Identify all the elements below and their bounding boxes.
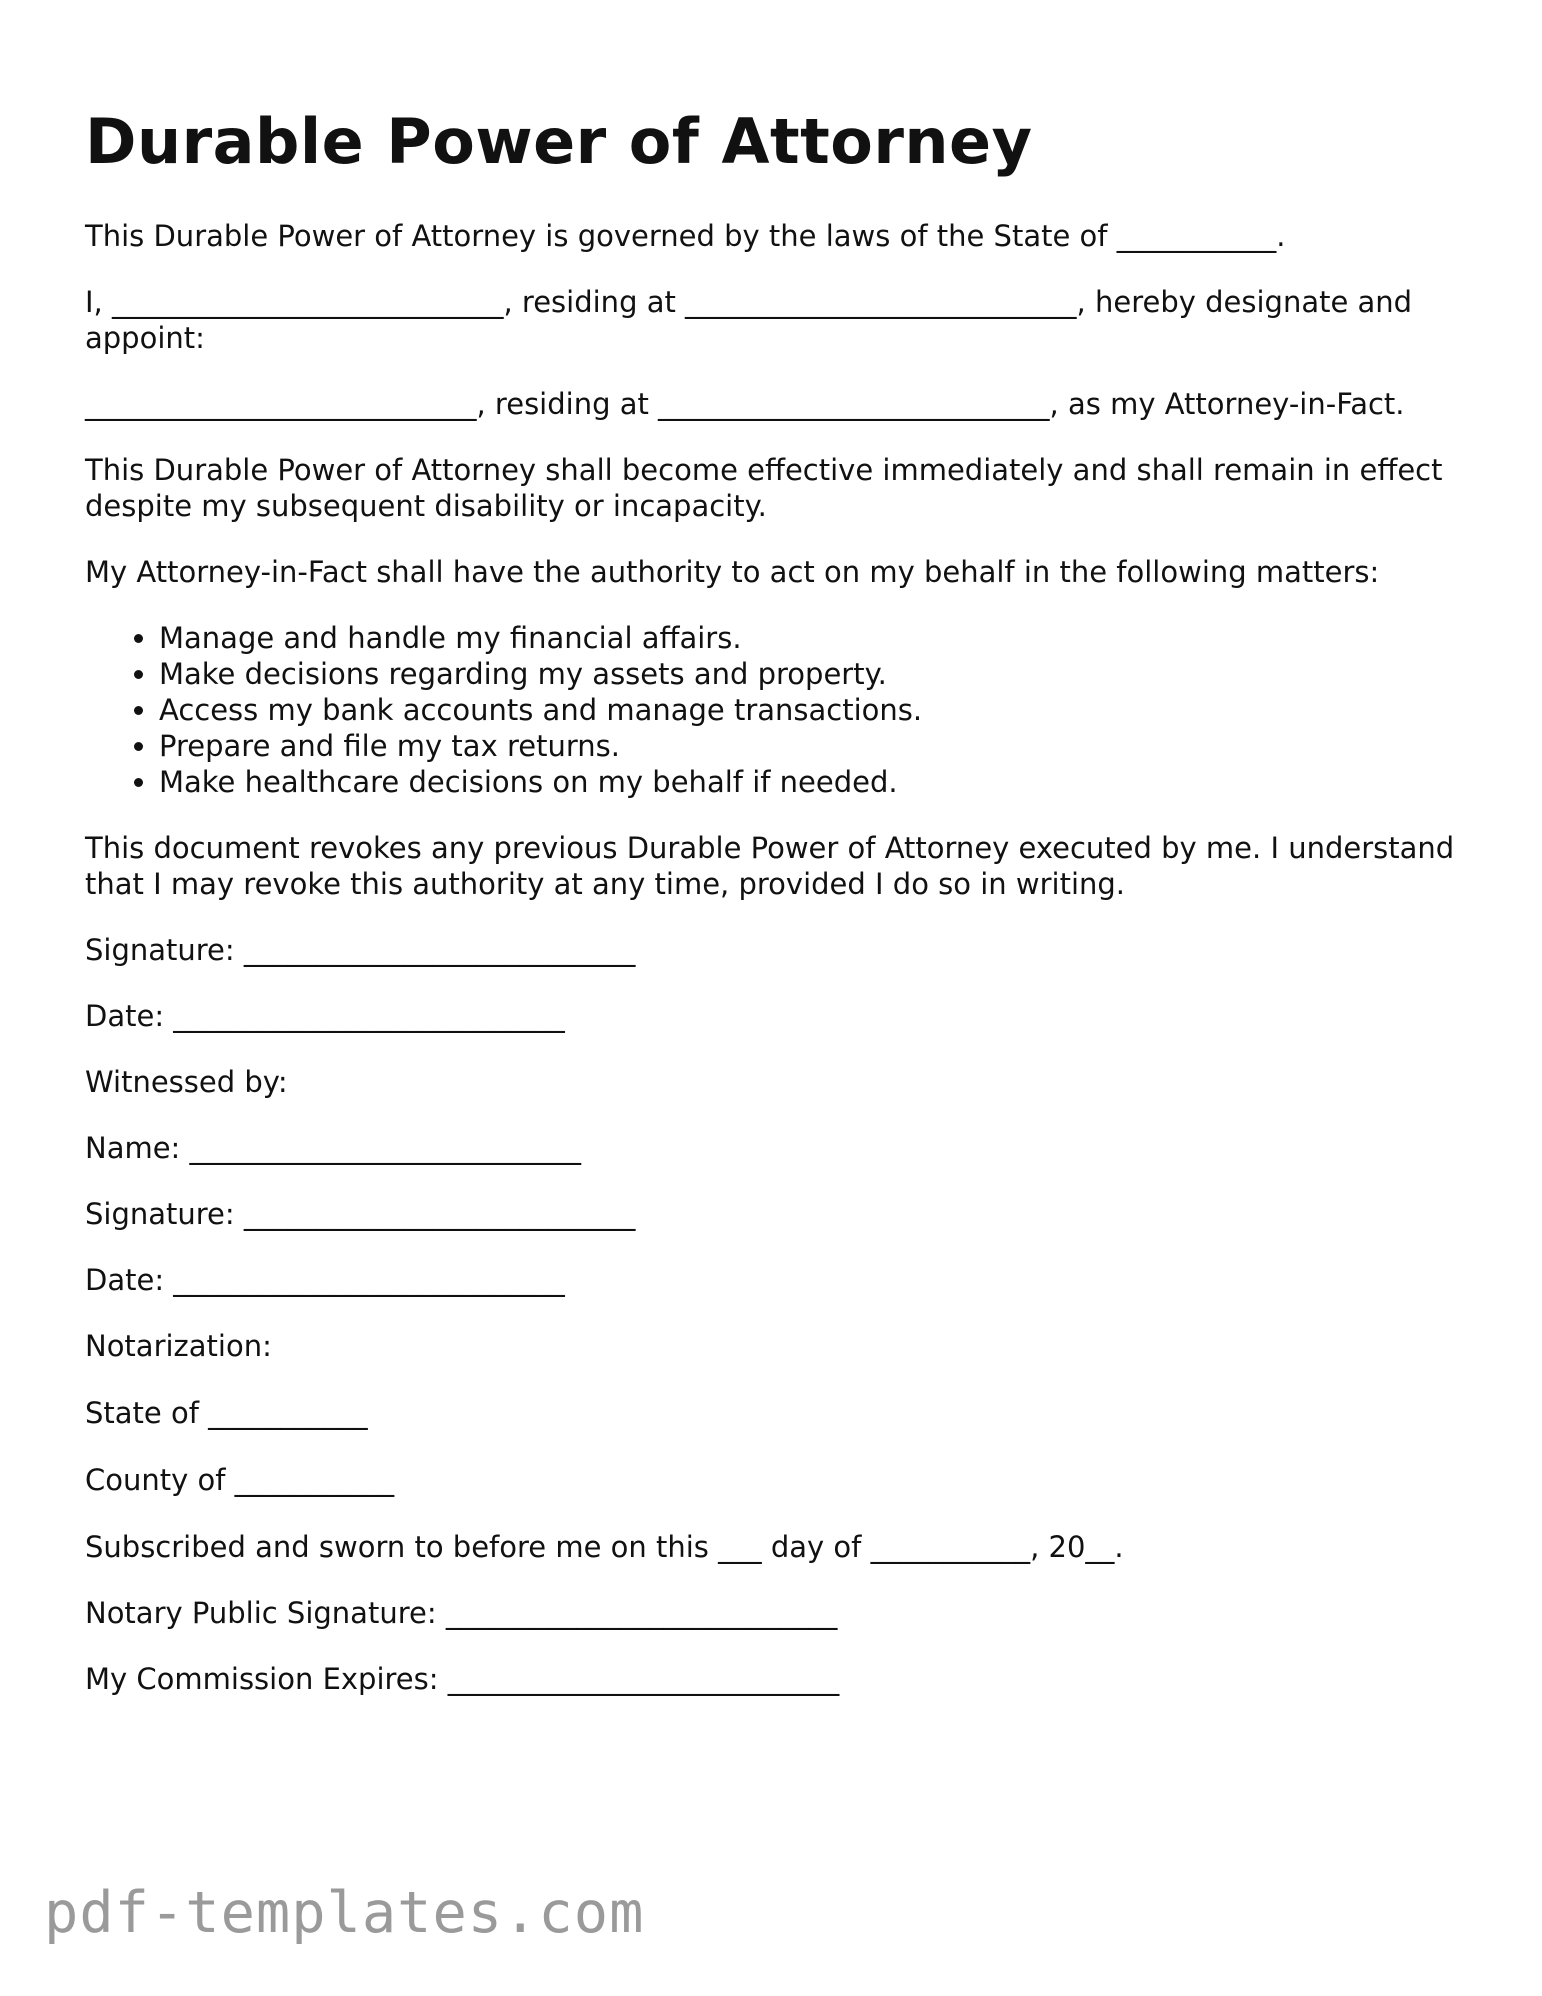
witnessed-by-label: Witnessed by: (85, 1065, 288, 1100)
list-item: • Manage and handle my financial affairs. (159, 620, 1465, 656)
witness-signature-line: Signature: ___________________________ (85, 1197, 636, 1232)
document-page (85, 105, 1465, 1727)
governing-law-paragraph: This Durable Power of Attorney is governed by the laws of the State of ___________. (85, 219, 1286, 254)
witness-name-line: Name: ___________________________ (85, 1131, 582, 1166)
powers-list (85, 620, 1465, 800)
notary-state-line: State of ___________ (85, 1396, 368, 1431)
principal-paragraph: I, ___________________________, residing at ___________________________, hereby designate and appoint: (85, 285, 1413, 356)
document-title: Durable Power of Attorney (85, 105, 1033, 178)
watermark-text: pdf-templates.com (44, 1880, 645, 1946)
effective-paragraph: This Durable Power of Attorney shall become effective immediately and shall remain in effect despite my subsequent disability or incapacity. (85, 453, 1443, 524)
notary-county-line: County of ___________ (85, 1463, 395, 1498)
commission-expires-line: My Commission Expires: ___________________________ (85, 1662, 840, 1697)
list-item: • Make healthcare decisions on my behalf if needed. (159, 764, 1465, 800)
notary-signature-line: Notary Public Signature: ___________________________ (85, 1596, 838, 1631)
witness-date-line: Date: ___________________________ (85, 1263, 565, 1298)
principal-signature-line: Signature: ___________________________ (85, 933, 636, 968)
agent-paragraph: ___________________________, residing at ___________________________, as my Attorney-in-Fact. (85, 387, 1405, 422)
notary-sworn-line: Subscribed and sworn to before me on this ___ day of ___________, 20__. (85, 1530, 1124, 1565)
list-item: • Prepare and file my tax returns. (159, 728, 1465, 764)
authority-intro-paragraph: My Attorney-in-Fact shall have the authority to act on my behalf in the following matters: (85, 555, 1380, 590)
revocation-paragraph: This document revokes any previous Durable Power of Attorney executed by me. I understand that I may revoke this authority at any time, provided I do so in writing. (85, 831, 1455, 902)
notarization-heading: Notarization: (85, 1329, 272, 1364)
list-item: • Access my bank accounts and manage transactions. (159, 692, 1465, 728)
principal-date-line: Date: ___________________________ (85, 999, 565, 1034)
list-item: • Make decisions regarding my assets and property. (159, 656, 1465, 692)
